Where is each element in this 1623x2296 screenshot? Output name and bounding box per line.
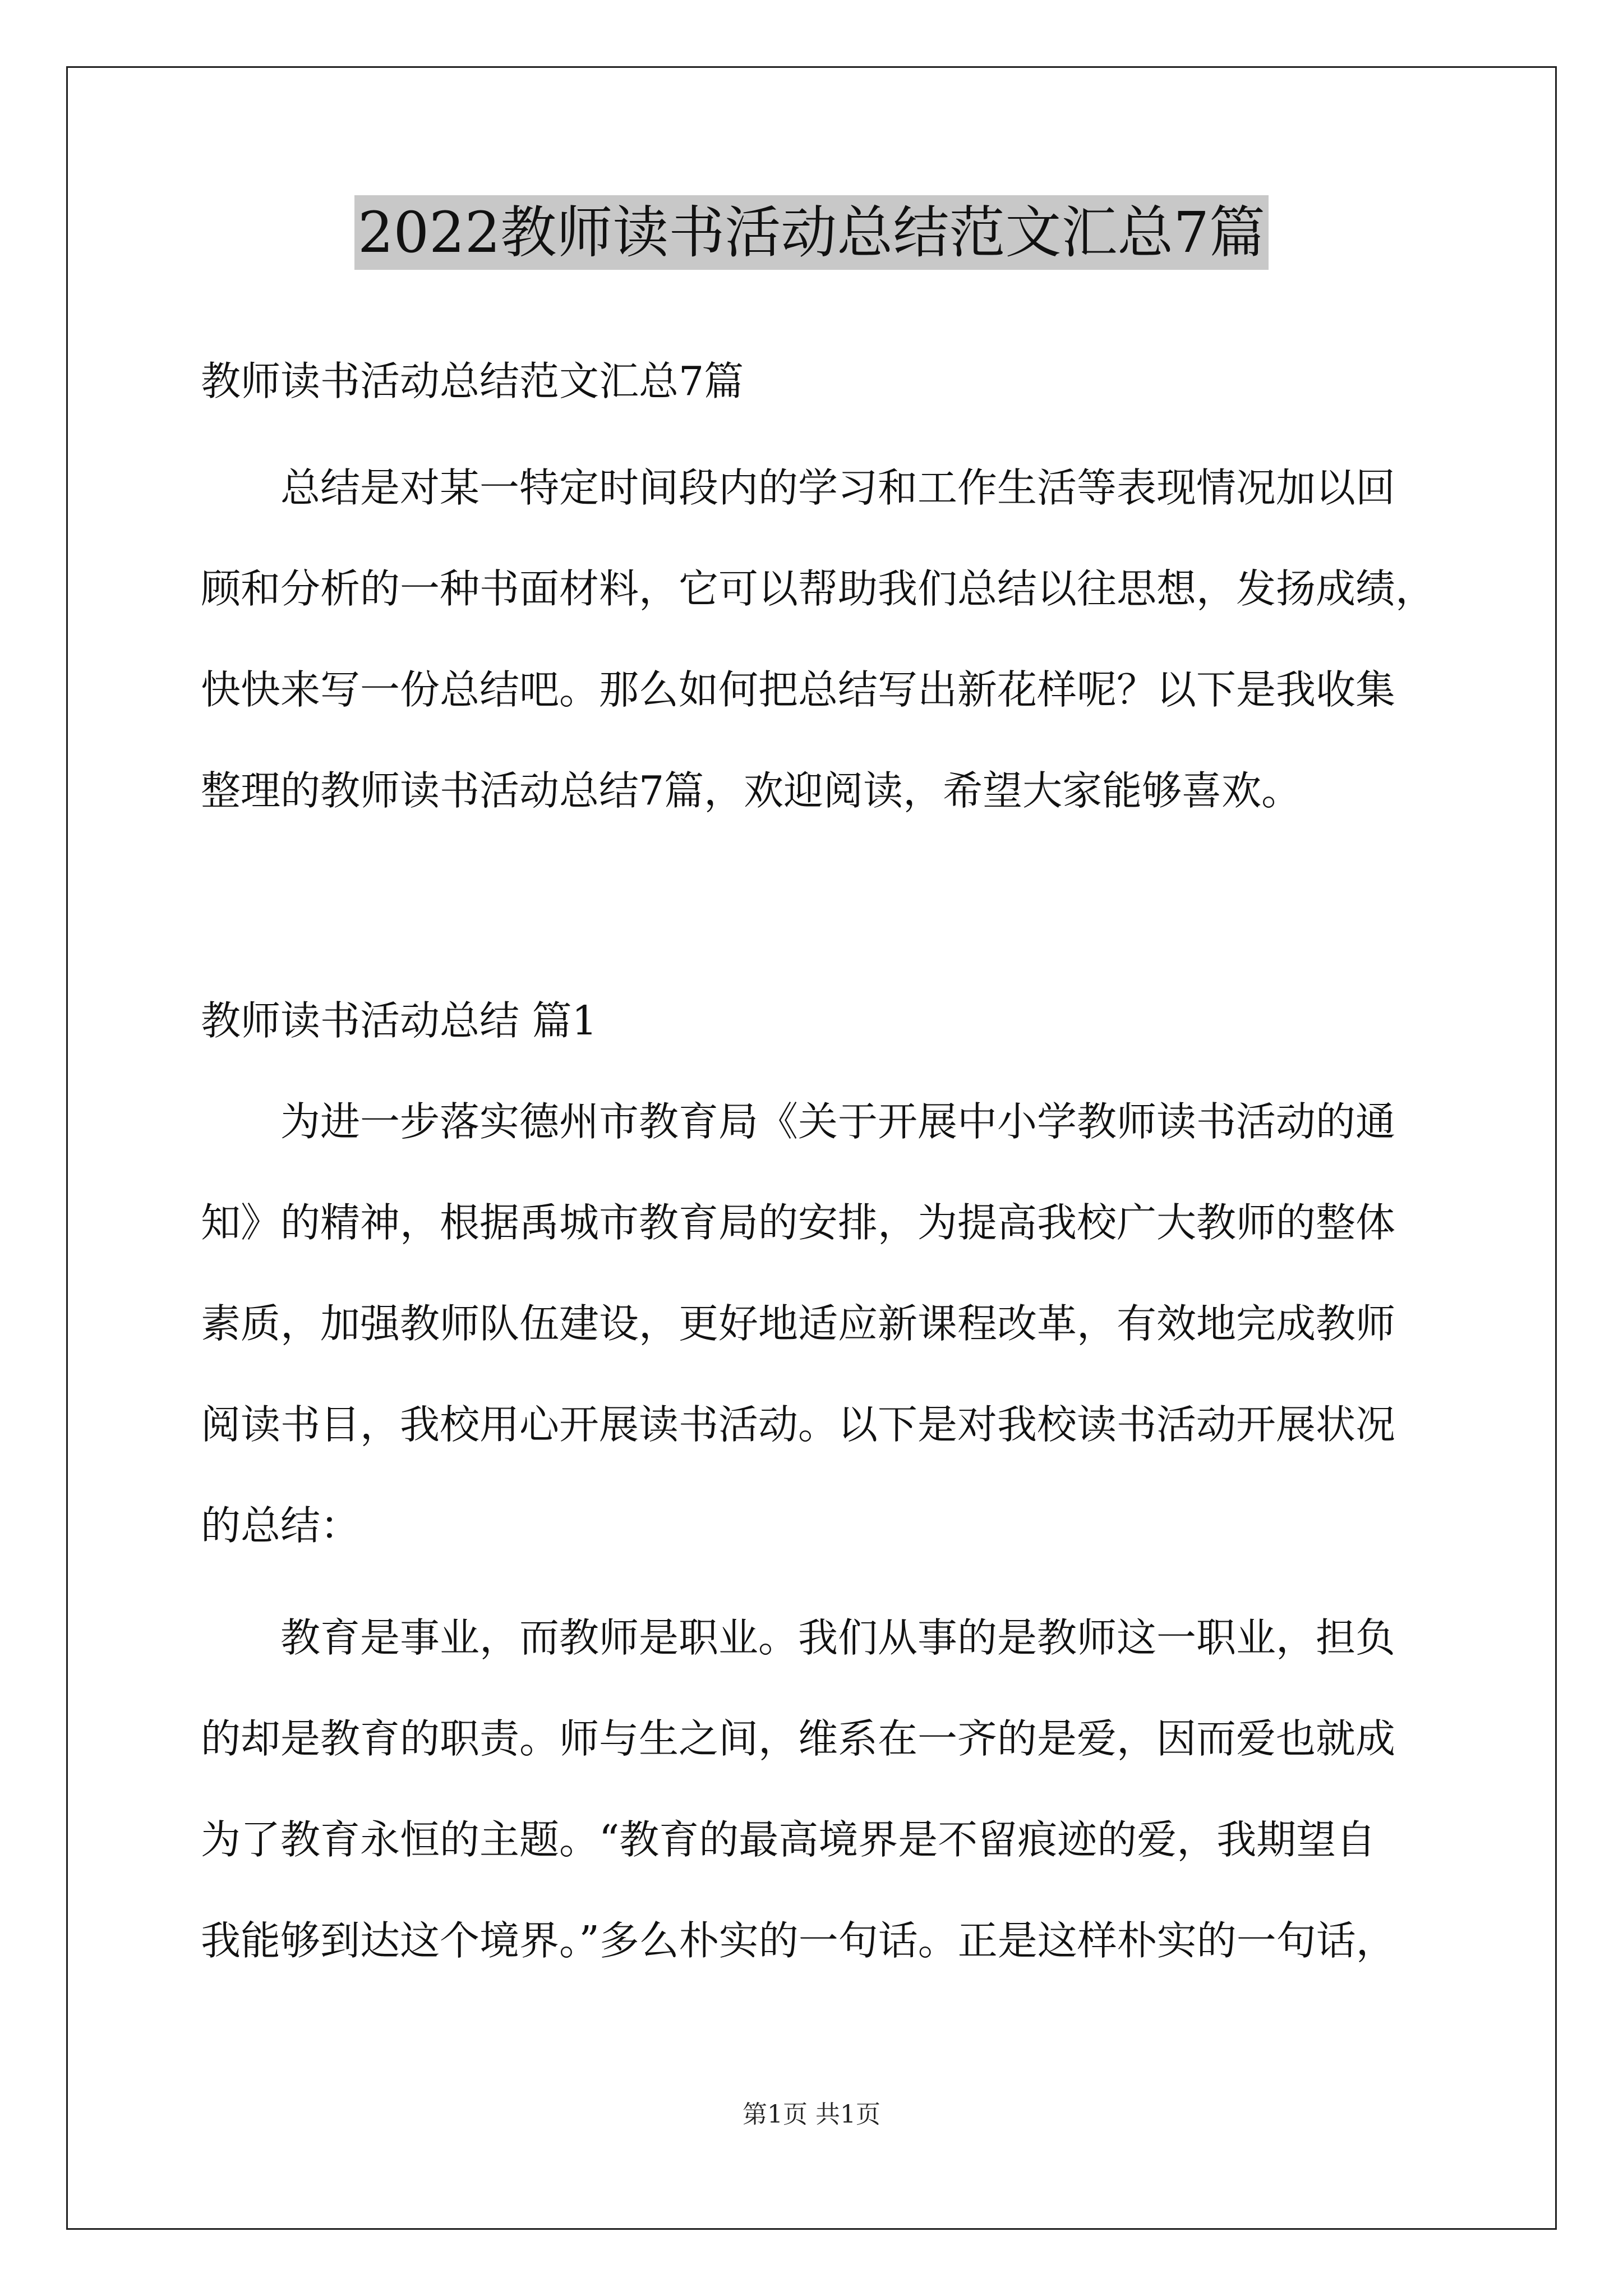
intro-line: 整理的教师读书活动总结7篇，欢迎阅读，希望大家能够喜欢。 xyxy=(201,767,1302,814)
paragraph1-line: 的总结： xyxy=(201,1502,361,1549)
paragraph1-line: 阅读书目，我校用心开展读书活动。以下是对我校读书活动开展状况 xyxy=(201,1401,1396,1448)
document-subtitle: 教师读书活动总结范文汇总7篇 xyxy=(201,358,744,404)
paragraph2-line: 教育是事业，而教师是职业。我们从事的是教师这一职业，担负 xyxy=(280,1614,1396,1661)
paragraph2-line: 的却是教育的职责。师与生之间，维系在一齐的是爱，因而爱也就成 xyxy=(201,1715,1396,1762)
intro-line: 总结是对某一特定时间段内的学习和工作生活等表现情况加以回 xyxy=(280,464,1396,511)
paragraph1-line: 知》的精神，根据禹城市教育局的安排，为提高我校广大教师的整体 xyxy=(201,1199,1396,1246)
intro-line: 快快来写一份总结吧。那么如何把总结写出新花样呢？以下是我收集 xyxy=(201,666,1396,713)
paragraph1-line: 为进一步落实德州市教育局《关于开展中小学教师读书活动的通 xyxy=(280,1098,1396,1145)
section-heading: 教师读书活动总结 篇1 xyxy=(201,997,597,1044)
document-title xyxy=(0,194,1623,272)
page-footer: 第1页 共1页 xyxy=(743,2100,880,2129)
paragraph2-line: 为了教育永恒的主题。“教育的最高境界是不留痕迹的爱，我期望自 xyxy=(201,1816,1376,1863)
document-title-text: 2022教师读书活动总结范文汇总7篇 xyxy=(354,195,1269,270)
paragraph1-line: 素质，加强教师队伍建设，更好地适应新课程改革，有效地完成教师 xyxy=(201,1300,1396,1347)
intro-line: 顾和分析的一种书面材料，它可以帮助我们总结以往思想，发扬成绩， xyxy=(201,565,1436,612)
paragraph2-line: 我能够到达这个境界。”多么朴实的一句话。正是这样朴实的一句话， xyxy=(201,1917,1396,1964)
